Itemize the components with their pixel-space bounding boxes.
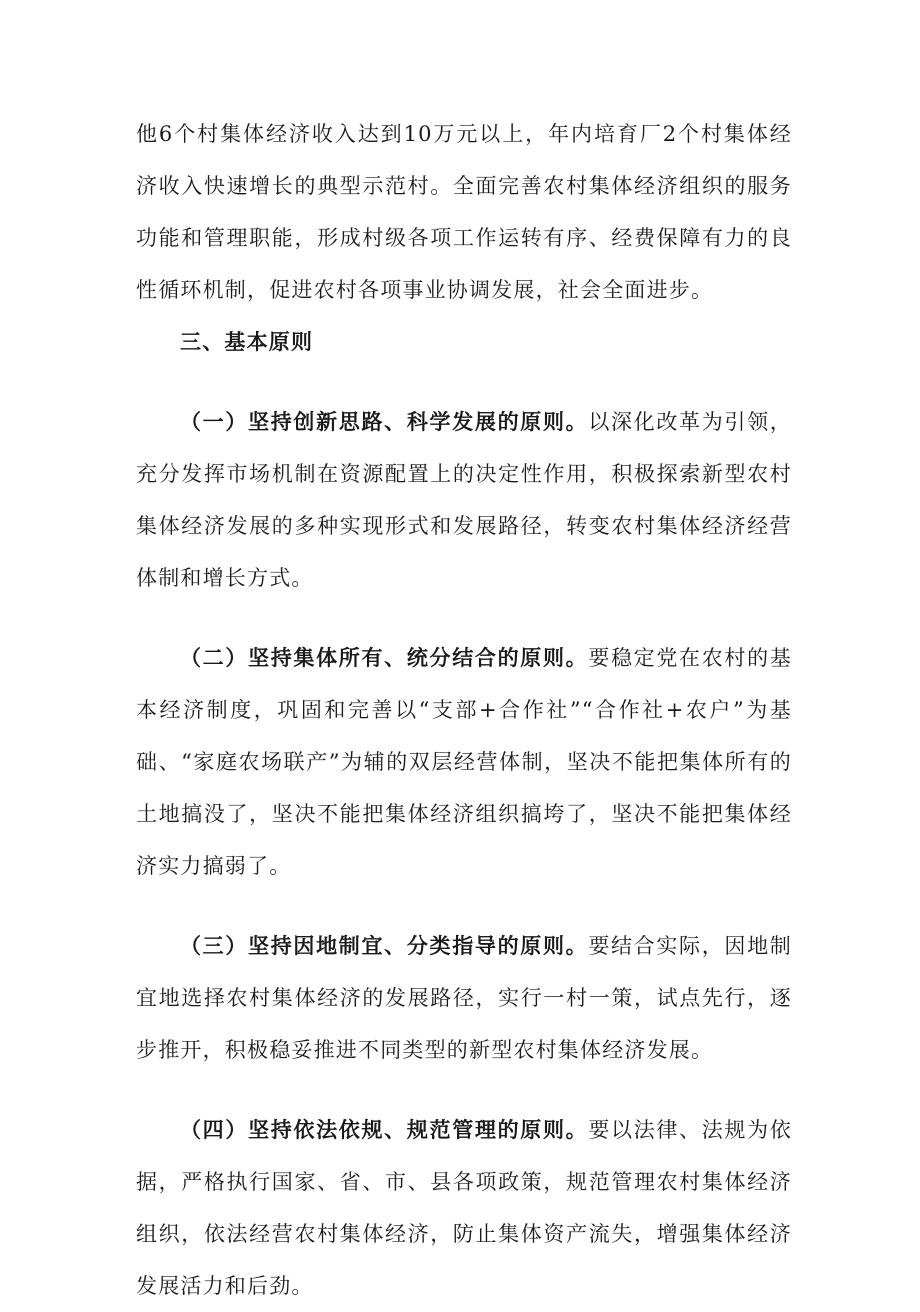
section-heading: 三、基本原则 [180, 329, 314, 354]
intro-paragraph: 他6个村集体经济收入达到10万元以上，年内培育厂2个村集体经济收入快速增长的典型示范村。全面完善农村集体经济组织的服务功能和管理职能，形成村级各项工作运转有序、经费保障有力的良性循环机制，促进农村各项事业协调发展，社会全面进步。 [136, 122, 792, 302]
principle-paragraph-1 [136, 396, 792, 604]
principle-lead-3: （三）坚持因地制宜、分类指导的原则。 [180, 933, 589, 958]
principle-body-3: 要结合实际，因地制宜地选择农村集体经济的发展路径，实行一村一策，试点先行，逐步推开，积极稳妥推进不同类型的新型农村集体经济发展。 [136, 934, 792, 1062]
principle-body-4: 要以法律、法规为依据，严格执行国家、省、市、县各项政策，规范管理农村集体经济组织，依法经营农村集体经济，防止集体资产流失，增强集体经济发展活力和后劲。 [136, 1118, 792, 1298]
principle-paragraph-3 [136, 920, 792, 1076]
principle-paragraph-4 [136, 1104, 792, 1312]
principle-lead-4: （四）坚持依法依规、规范管理的原则。 [180, 1117, 589, 1142]
principle-lead-1: （一）坚持创新思路、科学发展的原则。 [180, 409, 589, 434]
principle-lead-2: （二）坚持集体所有、统分结合的原则。 [180, 645, 589, 670]
principle-body-1: 以深化改革为引领，充分发挥市场机制在资源配置上的决定性作用，积极探索新型农村集体经济发展的多种实现形式和发展路径，转变农村集体经济经营体制和增长方式。 [136, 410, 792, 590]
principle-body-2: 要稳定党在农村的基本经济制度，巩固和完善以“支部+合作社”“合作社+农户”为基础、“家庭农场联产”为辅的双层经营体制，坚决不能把集体所有的土地搞没了，坚决不能把集体经济组织搞垮了，坚决不能把集体经济实力搞弱了。 [136, 646, 792, 878]
principle-paragraph-2 [136, 632, 792, 892]
